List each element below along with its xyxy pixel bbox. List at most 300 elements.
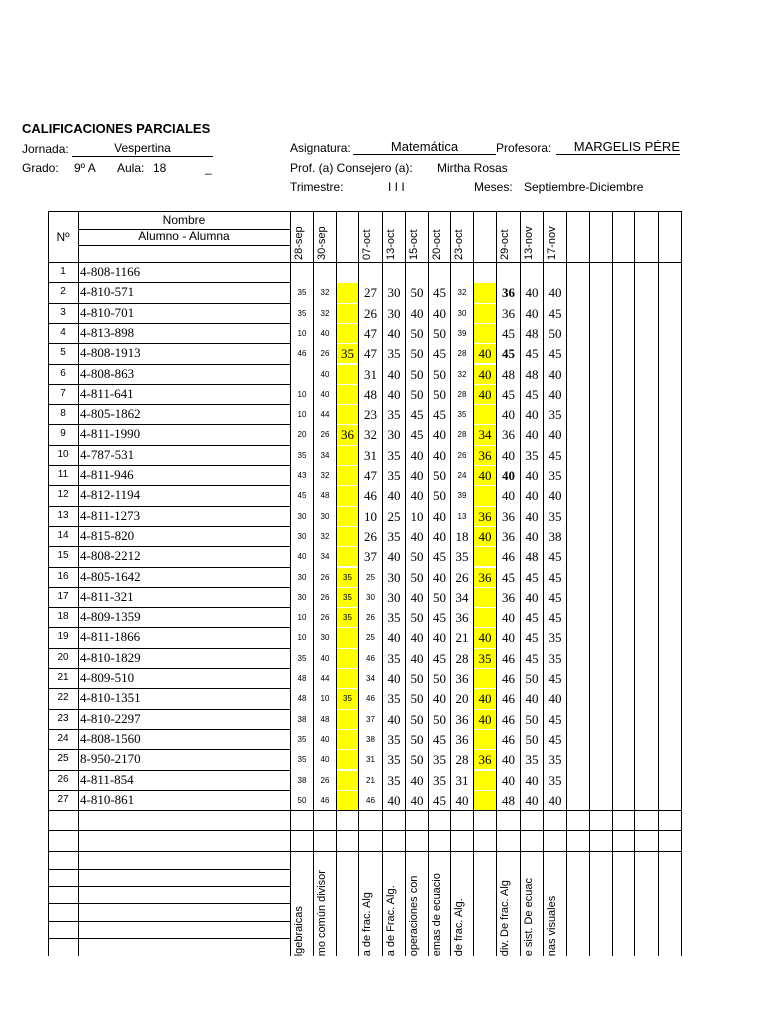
grid-hline — [290, 851, 681, 852]
date-header: 13-oct — [385, 229, 397, 260]
grade-cell: 26 — [320, 775, 330, 785]
grid-hline — [290, 211, 681, 212]
topic-header: e sist. De ecuac — [523, 877, 535, 956]
row-number: 24 — [57, 732, 69, 744]
grade-cell: 39 — [457, 328, 467, 338]
grade-cell: 50 — [410, 731, 424, 747]
grade-cell: 10 — [320, 694, 330, 704]
student-id: 4-811-1273 — [80, 507, 141, 523]
row-number: 10 — [57, 448, 69, 460]
grade-cell: 30 — [387, 427, 401, 443]
grade-cell: 50 — [433, 671, 446, 686]
grade-cell: 36 — [502, 508, 515, 524]
student-id: 4-811-641 — [80, 385, 134, 401]
row-number: 13 — [57, 509, 69, 521]
grade-cell: 10 — [364, 508, 377, 524]
highlighted-grade — [337, 304, 358, 323]
jornada-label: Jornada: — [22, 142, 69, 156]
grade-cell: 40 — [387, 549, 401, 565]
grade-cell: 40 — [433, 427, 446, 443]
student-id: 4-812-1194 — [80, 487, 141, 503]
grade-cell: 45 — [548, 711, 562, 727]
grade-cell: 45 — [525, 610, 539, 626]
grade-cell: 40 — [502, 630, 515, 646]
grid-vline — [589, 211, 590, 956]
grade-cell: 34 — [366, 674, 375, 683]
grade-cell: 27 — [364, 285, 377, 301]
grade-cell: 35 — [387, 407, 401, 423]
grade-cell: 40 — [387, 792, 401, 808]
grade-cell: 40 — [525, 427, 539, 443]
grade-cell: 32 — [320, 308, 330, 318]
highlighted-grade — [337, 547, 358, 566]
grade-cell: 35 — [387, 447, 401, 463]
grade-cell: 38 — [297, 775, 307, 785]
grade-cell: 45 — [433, 792, 446, 808]
jornada-value: Vespertina — [114, 141, 171, 155]
grade-cell: 36 — [455, 610, 469, 626]
grade-cell: 40 — [320, 328, 330, 338]
grade-cell: 46 — [364, 488, 377, 504]
highlighted-grade: 35 — [337, 689, 358, 708]
topic-header: a de frac. Alg — [361, 891, 373, 956]
grade-cell: 35 — [433, 772, 446, 788]
grade-cell: 31 — [364, 366, 377, 382]
grade-cell: 50 — [410, 752, 424, 768]
grade-cell: 46 — [502, 691, 515, 707]
trimestre-value: I I I — [388, 180, 405, 194]
grade-cell: 50 — [297, 795, 307, 805]
grade-cell: 40 — [525, 528, 539, 544]
grade-cell: 35 — [297, 755, 307, 765]
grade-cell: 35 — [548, 650, 562, 666]
grade-cell: 40 — [410, 488, 424, 504]
grade-cell: 35 — [297, 450, 307, 460]
date-header: 23-oct — [453, 229, 465, 260]
grade-cell: 26 — [457, 450, 467, 460]
grade-cell: 35 — [457, 410, 467, 420]
topic-header: emas de ecuacio — [431, 872, 443, 956]
grade-cell: 10 — [297, 328, 307, 338]
grade-cell: 40 — [548, 691, 562, 707]
grade-cell: 38 — [548, 528, 562, 544]
student-id: 4-810-2297 — [80, 710, 141, 726]
student-id: 4-787-531 — [80, 446, 135, 462]
row-number: 3 — [60, 306, 66, 318]
highlighted-grade — [474, 486, 496, 505]
grade-cell: 45 — [433, 346, 446, 362]
highlighted-grade — [474, 588, 496, 607]
grade-cell: 40 — [502, 752, 515, 768]
grado-label: Grado: — [22, 161, 59, 175]
grid-vline — [612, 211, 613, 956]
grade-cell: 40 — [410, 589, 424, 605]
grade-cell: 40 — [525, 407, 539, 423]
grade-cell: 32 — [320, 531, 330, 541]
grade-cell: 35 — [297, 288, 307, 298]
grade-cell: 30 — [297, 592, 307, 602]
grade-cell: 35 — [433, 752, 446, 768]
highlighted-grade: 40 — [474, 710, 496, 729]
grade-cell: 36 — [455, 711, 469, 727]
grade-cell: 50 — [433, 366, 446, 382]
highlighted-grade — [337, 730, 358, 749]
highlighted-grade — [337, 649, 358, 668]
grade-cell: 45 — [548, 447, 562, 463]
highlighted-grade: 40 — [474, 628, 496, 647]
row-number: 15 — [57, 550, 69, 562]
grade-cell: 39 — [457, 491, 467, 501]
grade-cell: 45 — [502, 569, 515, 585]
student-id: 4-805-1862 — [80, 406, 141, 422]
grade-cell: 30 — [387, 589, 401, 605]
grid-hline — [48, 211, 290, 212]
student-id: 4-811-854 — [80, 771, 134, 787]
grade-cell: 30 — [320, 633, 330, 643]
highlighted-grade — [337, 791, 358, 810]
grade-cell: 50 — [433, 589, 446, 605]
grade-cell: 45 — [525, 569, 539, 585]
grade-cell: 35 — [548, 752, 562, 768]
grade-cell: 46 — [502, 549, 515, 565]
grade-cell: 50 — [525, 711, 539, 727]
student-id: 4-805-1642 — [80, 568, 141, 584]
grade-cell: 45 — [548, 671, 562, 686]
grade-cell: 48 — [297, 674, 307, 683]
grade-cell: 50 — [410, 691, 424, 707]
student-id: 4-815-820 — [80, 527, 135, 543]
grade-cell: 35 — [455, 549, 469, 565]
student-id: 4-809-1359 — [80, 609, 141, 625]
grade-cell: 48 — [320, 491, 330, 501]
grade-cell: 50 — [548, 325, 562, 341]
grade-cell: 40 — [548, 427, 562, 443]
highlighted-grade — [337, 283, 358, 302]
grade-cell: 40 — [433, 569, 446, 585]
grade-cell: 50 — [433, 386, 446, 402]
topic-header: div. De frac. Alg — [499, 879, 511, 956]
row-number: 21 — [57, 672, 69, 683]
highlighted-grade: 40 — [474, 365, 496, 384]
grade-cell: 40 — [433, 528, 446, 544]
grade-cell: 26 — [364, 528, 377, 544]
grid-vline — [566, 211, 567, 956]
row-number: 20 — [57, 651, 69, 663]
grade-cell: 28 — [455, 650, 469, 666]
highlighted-grade: 40 — [474, 689, 496, 708]
grade-cell: 35 — [387, 468, 401, 483]
row-number: 8 — [60, 408, 66, 420]
grade-cell: 50 — [410, 325, 424, 341]
highlighted-grade — [337, 446, 358, 465]
grade-cell: 50 — [525, 671, 539, 686]
meses-label: Meses: — [474, 180, 513, 194]
grade-cell: 50 — [410, 711, 424, 727]
highlighted-grade — [337, 486, 358, 505]
grade-cell: 48 — [525, 549, 539, 565]
highlighted-grade: 35 — [474, 649, 496, 668]
grade-cell: 45 — [548, 305, 562, 321]
grade-cell: 40 — [320, 653, 330, 663]
grade-cell: 38 — [297, 714, 307, 724]
grade-cell: 45 — [433, 549, 446, 565]
row-number: 6 — [60, 367, 66, 379]
grade-cell: 35 — [387, 731, 401, 747]
grade-cell: 26 — [320, 613, 330, 623]
grade-cell: 10 — [410, 508, 424, 524]
grade-cell: 50 — [410, 346, 424, 362]
topic-header: de frac. Alg. — [453, 897, 465, 956]
student-id: 4-808-863 — [80, 365, 135, 381]
highlighted-grade — [337, 669, 358, 688]
highlighted-grade: 35 — [337, 588, 358, 607]
grade-cell: 37 — [366, 714, 375, 724]
student-id: 8-950-2170 — [80, 751, 141, 767]
grade-cell: 47 — [364, 468, 377, 483]
highlighted-grade — [474, 283, 496, 302]
grade-cell: 40 — [525, 468, 539, 483]
highlighted-grade — [337, 324, 358, 343]
grade-cell: 34 — [320, 450, 330, 460]
page-title: CALIFICACIONES PARCIALES — [22, 121, 211, 136]
nombre-header: Nombre — [162, 213, 206, 227]
grade-cell: 31 — [366, 755, 375, 765]
grade-cell: 46 — [366, 795, 375, 805]
grade-cell: 35 — [548, 772, 562, 788]
grade-cell: 40 — [548, 792, 562, 808]
grid-hline — [48, 886, 290, 887]
alumno-header: Alumno - Alumna — [138, 229, 230, 243]
grade-cell: 47 — [364, 346, 377, 362]
profesora-label: Profesora: — [496, 141, 552, 155]
grade-cell: 30 — [387, 285, 401, 301]
grade-cell: 40 — [410, 447, 424, 463]
grade-cell: 26 — [366, 613, 375, 623]
grade-cell: 24 — [457, 471, 467, 480]
grade-cell: 32 — [457, 369, 467, 379]
grade-cell: 44 — [320, 674, 330, 683]
topic-header: a de Frac. Alg. — [385, 885, 397, 956]
aula-label: Aula: — [117, 161, 145, 175]
grade-cell: 40 — [502, 447, 515, 463]
highlighted-grade — [337, 628, 358, 647]
grid-hline — [48, 903, 290, 904]
grade-cell: 31 — [364, 447, 377, 463]
grid-hline — [290, 830, 681, 831]
grade-cell: 40 — [525, 285, 539, 301]
grade-cell: 40 — [525, 589, 539, 605]
asignatura-field — [353, 140, 496, 155]
grade-cell: 50 — [410, 285, 424, 301]
grade-cell: 35 — [387, 528, 401, 544]
grade-cell: 35 — [387, 346, 401, 362]
highlighted-grade: 36 — [337, 425, 358, 444]
highlighted-grade: 40 — [474, 385, 496, 404]
grid-vline — [634, 211, 635, 956]
grade-cell: 30 — [366, 592, 375, 602]
highlighted-grade — [337, 710, 358, 729]
grade-cell: 40 — [433, 691, 446, 707]
highlighted-grade — [474, 771, 496, 790]
grade-cell: 36 — [455, 731, 469, 747]
highlighted-grade — [337, 771, 358, 790]
grade-cell: 50 — [410, 610, 424, 626]
grade-cell: 32 — [364, 427, 377, 443]
grade-cell: 21 — [455, 630, 469, 646]
row-number: 22 — [57, 692, 69, 704]
grade-cell: 45 — [502, 325, 515, 341]
grade-cell: 40 — [320, 755, 330, 765]
grade-cell: 46 — [366, 694, 375, 704]
highlighted-grade — [337, 466, 358, 485]
profesora-value: MARGELIS PÉRE — [573, 140, 680, 154]
highlighted-grade: 36 — [474, 507, 496, 526]
grade-cell: 30 — [457, 308, 467, 318]
grade-cell: 45 — [548, 549, 562, 565]
highlighted-grade: 36 — [474, 446, 496, 465]
row-number: 4 — [60, 326, 66, 338]
grade-cell: 40 — [433, 447, 446, 463]
date-header: 30-sep — [316, 226, 328, 260]
grade-cell: 43 — [297, 471, 307, 480]
grade-cell: 35 — [387, 691, 401, 707]
grade-cell: 30 — [387, 569, 401, 585]
grade-cell: 28 — [457, 389, 467, 399]
grade-cell: 38 — [366, 734, 375, 744]
grade-cell: 50 — [433, 325, 446, 341]
grade-cell: 21 — [366, 775, 375, 785]
grid-hline — [48, 921, 290, 922]
grade-cell: 40 — [320, 734, 330, 744]
asignatura-label: Asignatura: — [290, 141, 351, 155]
grade-cell: 50 — [433, 488, 446, 504]
highlighted-grade — [474, 791, 496, 810]
grade-cell: 40 — [320, 389, 330, 399]
student-id: 4-810-701 — [80, 304, 135, 320]
grade-cell: 36 — [502, 305, 515, 321]
grade-cell: 40 — [525, 691, 539, 707]
topic-header: lgebraicas — [293, 905, 305, 956]
date-header: 29-oct — [499, 229, 511, 260]
grade-cell: 45 — [525, 630, 539, 646]
grade-cell: 45 — [525, 346, 539, 362]
grade-cell: 40 — [320, 369, 330, 379]
grade-cell: 36 — [502, 427, 515, 443]
grade-cell: 48 — [297, 694, 307, 704]
grade-cell: 40 — [525, 772, 539, 788]
consejero-value: Mirtha Rosas — [437, 161, 508, 175]
grade-cell: 40 — [525, 488, 539, 504]
grid-hline — [290, 810, 681, 811]
highlighted-grade — [474, 547, 496, 566]
grade-cell: 40 — [433, 508, 446, 524]
highlighted-grade — [337, 750, 358, 769]
grid-hline — [48, 869, 290, 870]
highlighted-grade: 36 — [474, 750, 496, 769]
grade-cell: 40 — [548, 366, 562, 382]
topic-header: nas visuales — [546, 895, 558, 956]
grade-cell: 31 — [455, 772, 469, 788]
highlighted-grade: 36 — [474, 568, 496, 587]
grade-cell: 40 — [410, 528, 424, 544]
grade-cell: 36 — [502, 285, 515, 301]
grade-cell: 45 — [525, 386, 539, 402]
grade-cell: 28 — [455, 752, 469, 768]
grade-cell: 45 — [433, 731, 446, 747]
student-id: 4-811-1866 — [80, 629, 141, 645]
grade-cell: 34 — [320, 552, 330, 562]
highlighted-grade — [337, 385, 358, 404]
row-number: 12 — [57, 489, 69, 501]
grade-cell: 32 — [320, 288, 330, 298]
highlighted-grade: 35 — [337, 568, 358, 587]
asignatura-value: Matemática — [390, 139, 459, 154]
grade-cell: 10 — [297, 410, 307, 420]
grid-hline — [48, 810, 290, 811]
grade-cell: 46 — [320, 795, 330, 805]
date-header: 17-nov — [546, 226, 558, 260]
grade-cell: 40 — [410, 650, 424, 666]
highlighted-grade — [474, 405, 496, 424]
grade-cell: 40 — [502, 488, 515, 504]
grid-vline — [681, 211, 682, 956]
grade-cell: 18 — [455, 528, 469, 544]
row-number: 11 — [57, 469, 69, 480]
grade-cell: 34 — [455, 589, 469, 605]
grade-cell: 48 — [364, 386, 377, 402]
grade-cell: 40 — [502, 468, 515, 483]
grade-cell: 40 — [410, 772, 424, 788]
row-number: 19 — [57, 631, 69, 643]
highlighted-grade: 40 — [474, 344, 496, 363]
highlighted-grade: 40 — [474, 466, 496, 485]
grade-cell: 32 — [320, 471, 330, 480]
date-header: 15-oct — [408, 229, 420, 260]
grade-cell: 40 — [297, 552, 307, 562]
student-id: 4-813-898 — [80, 324, 135, 340]
grade-cell: 30 — [297, 511, 307, 521]
grade-cell: 48 — [525, 366, 539, 382]
profesora-field — [556, 140, 680, 155]
grado-value: 9º A — [74, 161, 96, 175]
grade-cell: 40 — [455, 792, 469, 808]
highlighted-grade — [474, 324, 496, 343]
grade-cell: 26 — [320, 592, 330, 602]
grade-cell: 35 — [525, 752, 539, 768]
row-number: 26 — [57, 773, 69, 785]
grade-cell: 28 — [457, 349, 467, 359]
grade-cell: 40 — [548, 386, 562, 402]
grade-cell: 30 — [387, 305, 401, 321]
grade-cell: 50 — [433, 468, 446, 483]
grade-cell: 23 — [364, 407, 377, 423]
grade-cell: 45 — [502, 346, 515, 362]
grade-cell: 40 — [525, 508, 539, 524]
grade-cell: 50 — [525, 731, 539, 747]
grade-cell: 40 — [525, 792, 539, 808]
grade-cell: 40 — [433, 630, 446, 646]
grade-cell: 46 — [502, 711, 515, 727]
grade-cell: 40 — [525, 305, 539, 321]
student-id: 4-810-571 — [80, 284, 135, 300]
grade-cell: 25 — [366, 572, 375, 582]
grade-cell: 35 — [297, 734, 307, 744]
grade-cell: 50 — [410, 366, 424, 382]
student-id: 4-811-946 — [80, 467, 134, 482]
topic-header: mo común divisor — [316, 869, 328, 956]
grade-cell: 40 — [387, 325, 401, 341]
row-number: 7 — [60, 387, 66, 399]
